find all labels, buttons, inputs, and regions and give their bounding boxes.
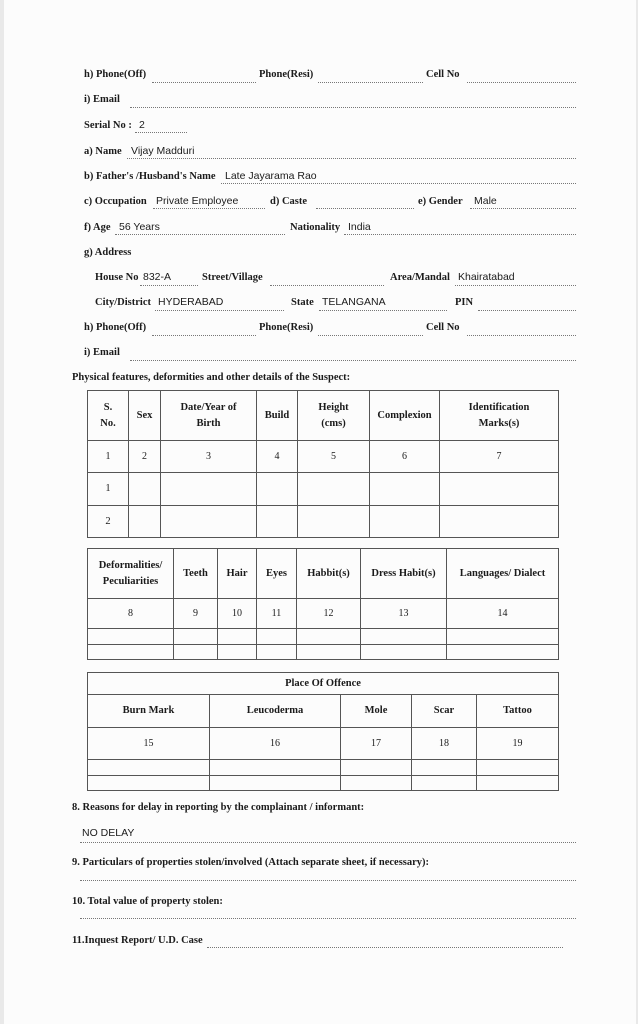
cell-label-2: Cell No [426,322,460,333]
serial-label: Serial No : [84,120,132,131]
place-of-offence-table [87,672,559,791]
father-field[interactable] [221,183,576,184]
table-cell[interactable] [88,645,174,660]
gender-label: e) Gender [418,196,463,207]
email-label-2: i) Email [84,347,120,358]
col-number: 9 [174,599,218,629]
table-cell[interactable] [361,629,447,645]
pin-field[interactable] [478,310,576,311]
col-number: 17 [341,728,412,760]
age-label: f) Age [84,222,111,233]
row-number: 2 [88,506,129,538]
table-row [88,629,559,645]
caste-label: d) Caste [270,196,308,207]
nationality-field[interactable] [344,234,576,235]
serial-field[interactable] [135,132,187,133]
table-cell[interactable] [210,776,341,791]
table-cell[interactable] [370,506,440,538]
col-number: 6 [370,441,440,473]
table-cell[interactable] [341,760,412,776]
section9-field[interactable] [80,880,576,881]
col-number: 4 [257,441,298,473]
table-cell[interactable] [88,776,210,791]
col-number: 7 [440,441,559,473]
table-cell[interactable] [88,629,174,645]
header-hair: Hair [218,549,257,599]
phone-off-field-1[interactable] [152,82,256,83]
table-cell[interactable] [297,629,361,645]
header-deformalities-text: Deformalities/ Peculiarities [98,559,163,587]
section10-label: 10. Total value of property stolen: [72,896,223,907]
col-number: 8 [88,599,174,629]
table-row [88,760,559,776]
place-of-offence-title: Place Of Offence [88,673,559,695]
street-field[interactable] [270,285,384,286]
header-habbits: Habbit(s) [297,549,361,599]
email-field-1[interactable] [130,107,576,108]
physical-features-heading: Physical features, deformities and other details of the Suspect: [72,372,351,383]
header-sno [88,391,129,441]
email-field-2[interactable] [130,360,576,361]
section11-field[interactable] [207,947,563,948]
section9-label: 9. Particulars of properties stolen/involved (Attach separate sheet, if necessary): [72,857,430,868]
table-cell[interactable] [218,629,257,645]
col-number: 11 [257,599,297,629]
phone-resi-field-2[interactable] [318,335,423,336]
state-field[interactable] [319,310,447,311]
col-number: 15 [88,728,210,760]
header-teeth: Teeth [174,549,218,599]
street-label: Street/Village [202,272,263,283]
cell-field-2[interactable] [467,335,576,336]
gender-value: Male [474,195,497,207]
header-tattoo: Tattoo [477,695,559,728]
table-cell[interactable] [210,760,341,776]
section8-label: 8. Reasons for delay in reporting by the complainant / informant: [72,802,365,813]
header-eyes: Eyes [257,549,297,599]
state-value: TELANGANA [322,296,386,308]
header-mole: Mole [341,695,412,728]
table-row [88,776,559,791]
house-label: House No [95,272,139,283]
city-label: City/District [95,297,151,308]
email-label-1: i) Email [84,94,120,105]
col-number: 1 [88,441,129,473]
col-number: 19 [477,728,559,760]
name-label: a) Name [84,146,122,157]
table-row [88,645,559,660]
father-value: Late Jayarama Rao [225,170,317,182]
col-number: 16 [210,728,341,760]
table-cell[interactable] [440,473,559,506]
name-value: Vijay Madduri [131,145,195,157]
table-cell[interactable] [298,473,370,506]
header-dob-text: Date/Year of Birth [180,401,237,429]
header-dob [161,391,257,441]
section10-field[interactable] [80,918,576,919]
col-number: 12 [297,599,361,629]
caste-field[interactable] [316,208,414,209]
col-number: 5 [298,441,370,473]
table-cell[interactable] [298,506,370,538]
occupation-value: Private Employee [156,195,239,207]
phone-resi-field-1[interactable] [318,82,423,83]
area-label: Area/Mandal [390,272,450,283]
cell-field-1[interactable] [467,82,576,83]
house-value: 832-A [143,271,172,283]
peculiarities-table [87,548,559,660]
col-number: 10 [218,599,257,629]
table-cell[interactable] [361,645,447,660]
header-leucoderma: Leucoderma [210,695,341,728]
nationality-value: India [348,221,371,233]
header-height-text: Height (cms) [318,401,349,429]
nationality-label: Nationality [290,222,341,233]
age-field[interactable] [115,234,285,235]
gender-field[interactable] [470,208,576,209]
table-cell[interactable] [477,776,559,791]
section8-field[interactable] [80,842,576,843]
table-row [88,506,559,538]
col-number: 13 [361,599,447,629]
row-number: 1 [88,473,129,506]
col-number: 14 [447,599,559,629]
header-complexion: Complexion [370,391,440,441]
table-cell[interactable] [447,645,559,660]
phone-off-label-1: h) Phone(Off) [84,69,147,80]
state-label: State [291,297,314,308]
table-cell[interactable] [161,473,257,506]
table-cell[interactable] [257,506,298,538]
header-identification [440,391,559,441]
phone-off-label-2: h) Phone(Off) [84,322,147,333]
phone-resi-label-1: Phone(Resi) [259,69,314,80]
table-cell[interactable] [257,473,298,506]
table-cell[interactable] [412,760,477,776]
section8-value: NO DELAY [82,827,135,839]
serial-value: 2 [139,119,145,131]
address-label: g) Address [84,247,132,258]
table-cell[interactable] [447,629,559,645]
house-field[interactable] [140,285,198,286]
table-cell[interactable] [88,760,210,776]
age-value: 56 Years [119,221,160,233]
pin-label: PIN [455,297,474,308]
header-sno-text: S. No. [100,401,116,429]
header-build: Build [257,391,298,441]
table-cell[interactable] [370,473,440,506]
col-number: 3 [161,441,257,473]
header-height [298,391,370,441]
table-cell[interactable] [412,776,477,791]
header-sex: Sex [129,391,161,441]
header-dress-habits: Dress Habit(s) [361,549,447,599]
header-deformalities [88,549,174,599]
area-field[interactable] [455,285,576,286]
name-field[interactable] [127,158,576,159]
table-cell[interactable] [218,645,257,660]
header-identification-text: Identification Marks(s) [468,401,530,429]
section11-label: 11.Inquest Report/ U.D. Case [72,935,203,946]
table-cell[interactable] [129,473,161,506]
city-value: HYDERABAD [158,296,224,308]
occupation-label: c) Occupation [84,196,147,207]
table-cell[interactable] [129,506,161,538]
city-field[interactable] [155,310,284,311]
table-cell[interactable] [161,506,257,538]
occupation-field[interactable] [153,208,265,209]
header-scar: Scar [412,695,477,728]
phone-resi-label-2: Phone(Resi) [259,322,314,333]
header-languages: Languages/ Dialect [447,549,559,599]
table-cell[interactable] [297,645,361,660]
table-cell[interactable] [174,629,218,645]
col-number: 2 [129,441,161,473]
table-cell[interactable] [257,645,297,660]
suspect-details-table [87,390,559,538]
header-burn-mark: Burn Mark [88,695,210,728]
cell-label-1: Cell No [426,69,460,80]
table-cell[interactable] [257,629,297,645]
table-cell[interactable] [440,506,559,538]
table-cell[interactable] [477,760,559,776]
table-cell[interactable] [341,776,412,791]
table-cell[interactable] [174,645,218,660]
col-number: 18 [412,728,477,760]
phone-off-field-2[interactable] [152,335,256,336]
table-row [88,473,559,506]
area-value: Khairatabad [458,271,515,283]
father-label: b) Father's /Husband's Name [84,171,216,182]
